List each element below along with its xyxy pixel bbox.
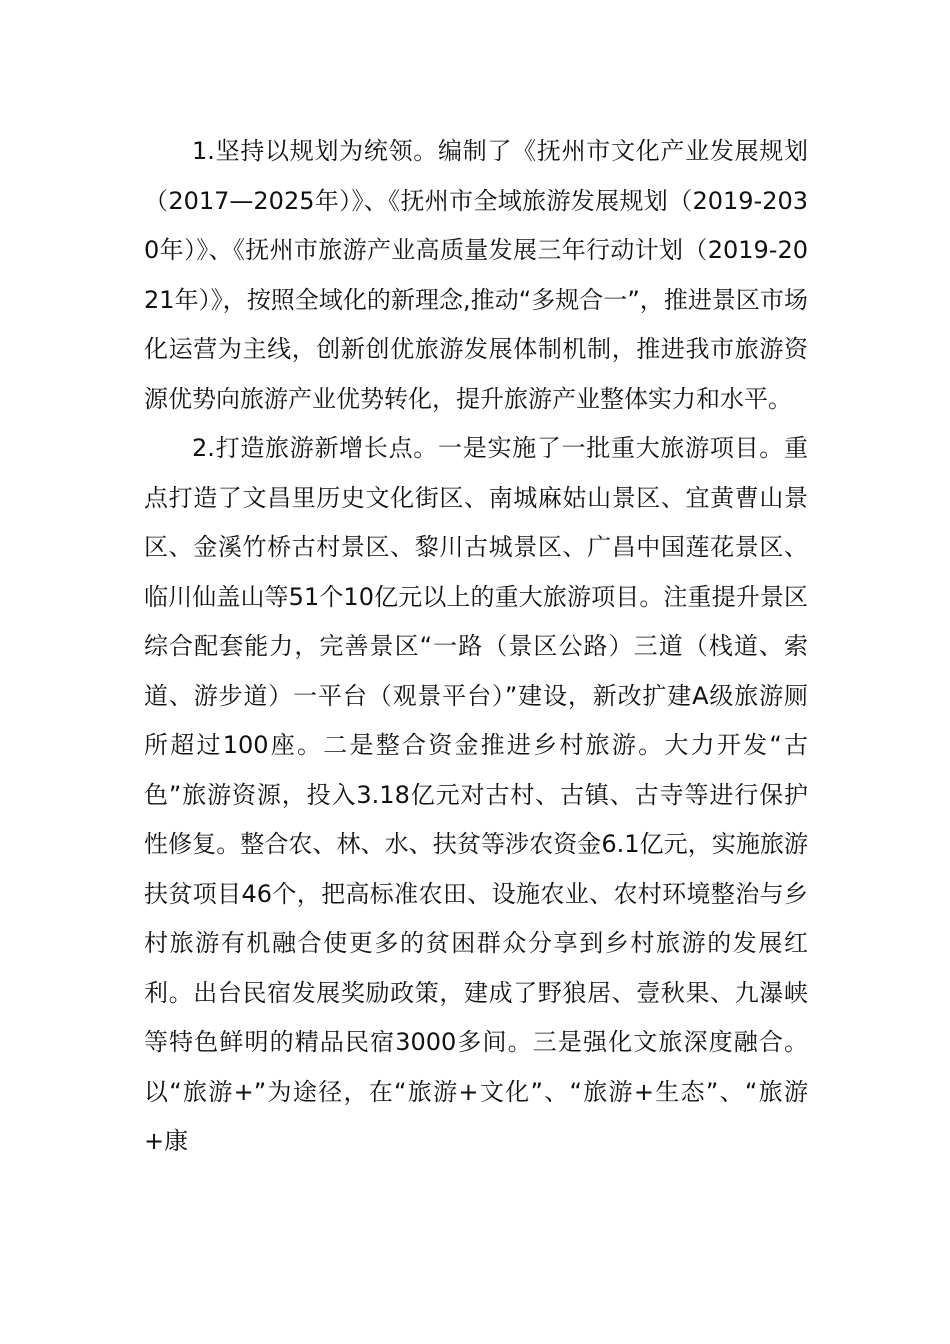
paragraph-growth-points: 2.打造旅游新增长点。一是实施了一批重大旅游项目。重点打造了文昌里历史文化街区、南城麻姑山景区、宜黄曹山景区、金溪竹桥古村景区、黎川古城景区、广昌中国莲花景区、临川仙盖山等51个10亿元以上的重大旅游项目。注重提升景区综合配套能力，完善景区“一路（景区公路）三道（栈道、索道、游步道）一平台（观景平台）”建设，新改扩建A级旅游厕所超过100座。二是整合资金推进乡村旅游。大力开发“古色”旅游资源，投入3.18亿元对古村、古镇、古寺等进行保护性修复。整合农、林、水、扶贫等涉农资金6.1亿元，实施旅游扶贫项目46个，把高标准农田、设施农业、农村环境整治与乡村旅游有机融合使更多的贫困群众分享到乡村旅游的发展红利。出台民宿发展奖励政策，建成了野狼居、壹秋果、九瀑峡等特色鲜明的精品民宿3000多间。三是强化文旅深度融合。以“旅游+”为途径，在“旅游+文化”、“旅游+生态”、“旅游+康 [144, 434, 808, 1155]
paragraph-planning: 1.坚持以规划为统领。编制了《抚州市文化产业发展规划（2017—2025年）》、《抚州市全域旅游发展规划（2019-2030年）》、《抚州市旅游产业高质量发展三年行动计划（2019-2021年）》，按照全域化的新理念,推动“多规合一”，推进景区市场化运营为主线，创新创优旅游发展体制机制，推进我市旅游资源优势向旅游产业优势转化，提升旅游产业整体实力和水平。 [144, 137, 808, 413]
document-body [144, 127, 808, 1167]
